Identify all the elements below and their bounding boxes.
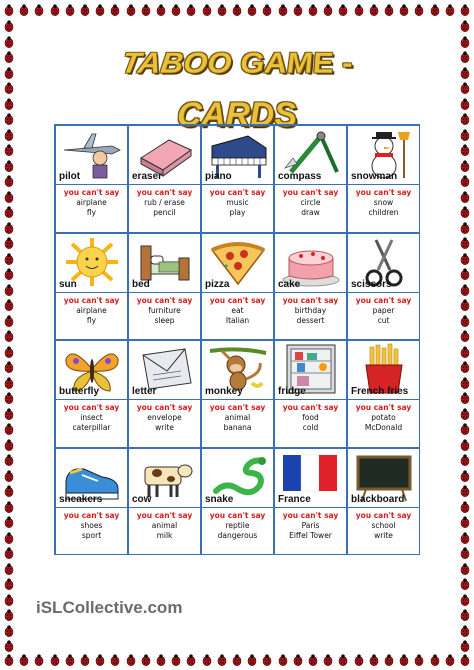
- card-word: France: [278, 493, 311, 505]
- card-taboo-list: [129, 292, 200, 340]
- ladybug-icon: [247, 654, 257, 666]
- taboo-word: children: [368, 208, 399, 217]
- taboo-word: reptile: [225, 520, 250, 530]
- card-picture: [56, 449, 127, 507]
- ladybug-icon: [4, 315, 14, 327]
- cant-say-label: you can't say: [355, 403, 412, 412]
- ladybug-icon: [4, 129, 14, 141]
- card-word: compass: [278, 171, 322, 182]
- ladybug-icon: [460, 516, 470, 528]
- card-taboo-list: [56, 292, 127, 340]
- taboo-word: animal: [151, 520, 178, 530]
- taboo-card: [274, 340, 347, 448]
- card-taboo-list: [348, 184, 419, 232]
- card-picture: [56, 126, 127, 184]
- ladybug-icon: [141, 4, 151, 16]
- card-word: sun: [59, 278, 77, 290]
- taboo-word: McDonald: [364, 423, 403, 432]
- cant-say-label: you can't say: [63, 403, 120, 412]
- ladybug-icon: [4, 82, 14, 94]
- card-word: eraser: [132, 171, 163, 182]
- card-taboo-list: [275, 292, 346, 340]
- ladybug-icon: [414, 4, 424, 16]
- ladybug-icon: [4, 222, 14, 234]
- ladybug-icon: [4, 20, 14, 32]
- ladybug-icon: [354, 4, 364, 16]
- ladybug-icon: [50, 654, 60, 666]
- card-picture: [56, 234, 127, 292]
- ladybug-icon: [186, 654, 196, 666]
- card-picture: [129, 449, 200, 507]
- ladybug-icon: [4, 392, 14, 404]
- ladybug-icon: [110, 654, 120, 666]
- taboo-word: dangerous: [217, 530, 258, 540]
- taboo-word: write: [374, 530, 393, 540]
- ladybug-icon: [460, 609, 470, 621]
- ladybug-icon: [384, 4, 394, 16]
- card-word: piano: [205, 171, 232, 182]
- taboo-word: banana: [223, 423, 252, 432]
- cant-say-label: you can't say: [209, 295, 266, 305]
- ladybug-icon: [4, 330, 14, 342]
- ladybug-icon: [4, 470, 14, 482]
- ladybug-icon: [323, 654, 333, 666]
- taboo-card: [274, 125, 347, 233]
- ladybug-icon: [460, 284, 470, 296]
- ladybug-icon: [95, 654, 105, 666]
- card-picture: [129, 234, 200, 292]
- card-taboo-list: [202, 399, 273, 447]
- taboo-word: snow: [373, 198, 394, 207]
- taboo-word: pencil: [153, 208, 176, 217]
- card-taboo-list: [129, 507, 200, 555]
- taboo-card: [201, 233, 274, 341]
- taboo-word: paper: [372, 305, 395, 315]
- ladybug-icon: [460, 485, 470, 497]
- ladybug-icon: [308, 654, 318, 666]
- ladybug-icon: [430, 654, 440, 666]
- cant-say-label: you can't say: [63, 295, 120, 305]
- cant-say-label: you can't say: [136, 188, 193, 197]
- taboo-word: envelope: [147, 413, 182, 422]
- ladybug-icon: [202, 654, 212, 666]
- taboo-word: dessert: [296, 315, 325, 325]
- ladybug-icon: [460, 206, 470, 218]
- card-word: letter: [132, 386, 157, 397]
- taboo-word: Eiffel Tower: [289, 530, 332, 540]
- ladybug-icon: [460, 654, 470, 666]
- card-taboo-list: [202, 507, 273, 555]
- card-taboo-list: [56, 507, 127, 555]
- taboo-card: [55, 125, 128, 233]
- page-title: TABOO GAME - CARDS: [118, 46, 356, 135]
- ladybug-icon: [4, 144, 14, 156]
- ladybug-icon: [460, 268, 470, 280]
- cant-say-label: you can't say: [282, 510, 339, 520]
- ladybug-icon: [460, 299, 470, 311]
- taboo-word: music: [226, 198, 249, 207]
- card-taboo-list: [348, 507, 419, 555]
- card-taboo-list: [275, 399, 346, 447]
- ladybug-icon: [80, 4, 90, 16]
- ladybug-icon: [460, 67, 470, 79]
- card-taboo-list: [129, 184, 200, 232]
- ladybug-icon: [4, 191, 14, 203]
- card-taboo-list: [202, 292, 273, 340]
- ladybug-icon: [126, 654, 136, 666]
- cant-say-label: you can't say: [209, 188, 266, 197]
- card-word: cake: [278, 278, 301, 290]
- ladybug-icon: [460, 4, 470, 16]
- taboo-card: [128, 340, 201, 448]
- ladybug-icon: [4, 485, 14, 497]
- taboo-card: [55, 448, 128, 556]
- taboo-word: fly: [86, 315, 97, 325]
- card-word: sneakers: [59, 493, 103, 505]
- ladybug-icon: [156, 4, 166, 16]
- taboo-word: Paris: [301, 520, 320, 530]
- ladybug-icon: [460, 253, 470, 265]
- cant-say-label: you can't say: [355, 510, 412, 520]
- card-taboo-list: [56, 184, 127, 232]
- ladybug-icon: [460, 423, 470, 435]
- ladybug-icon: [4, 67, 14, 79]
- ladybug-icon: [232, 4, 242, 16]
- ladybug-icon: [4, 98, 14, 110]
- ladybug-icon: [460, 346, 470, 358]
- ladybug-icon: [460, 470, 470, 482]
- cant-say-label: you can't say: [136, 403, 193, 412]
- card-word: butterfly: [59, 386, 99, 397]
- ladybug-icon: [232, 654, 242, 666]
- taboo-card: [347, 340, 420, 448]
- taboo-word: fly: [86, 208, 97, 217]
- ladybug-icon: [80, 654, 90, 666]
- card-taboo-list: [275, 507, 346, 555]
- cant-say-label: you can't say: [136, 510, 193, 520]
- taboo-word: rub / erase: [144, 198, 185, 207]
- ladybug-icon: [4, 51, 14, 63]
- cant-say-label: you can't say: [355, 295, 412, 305]
- ladybug-icon: [460, 51, 470, 63]
- card-taboo-list: [129, 399, 200, 447]
- ladybug-icon: [34, 654, 44, 666]
- ladybug-icon: [4, 299, 14, 311]
- card-taboo-list: [348, 292, 419, 340]
- card-grid: [54, 124, 420, 555]
- ladybug-icon: [445, 654, 455, 666]
- taboo-card: [128, 125, 201, 233]
- card-picture: [348, 341, 419, 399]
- ladybug-icon: [4, 36, 14, 48]
- taboo-card: [274, 448, 347, 556]
- ladybug-icon: [34, 4, 44, 16]
- taboo-word: school: [371, 520, 396, 530]
- ladybug-icon: [110, 4, 120, 16]
- taboo-card: [201, 340, 274, 448]
- taboo-card: [347, 233, 420, 341]
- ladybug-icon: [460, 330, 470, 342]
- taboo-word: cold: [302, 423, 319, 432]
- ladybug-icon: [460, 578, 470, 590]
- taboo-card: [347, 125, 420, 233]
- ladybug-icon: [202, 4, 212, 16]
- ladybug-icon: [19, 4, 29, 16]
- ladybug-icon: [171, 4, 181, 16]
- taboo-word: potato: [371, 413, 396, 422]
- ladybug-icon: [171, 654, 181, 666]
- ladybug-icon: [460, 640, 470, 652]
- card-word: scissors: [351, 278, 392, 290]
- taboo-word: cut: [377, 315, 390, 325]
- ladybug-icon: [4, 408, 14, 420]
- ladybug-icon: [50, 4, 60, 16]
- taboo-word: food: [302, 413, 319, 422]
- ladybug-icon: [354, 654, 364, 666]
- ladybug-icon: [4, 4, 14, 16]
- ladybug-icon: [460, 377, 470, 389]
- ladybug-icon: [262, 654, 272, 666]
- ladybug-icon: [414, 654, 424, 666]
- taboo-word: caterpillar: [72, 423, 111, 432]
- card-picture: [202, 341, 273, 399]
- ladybug-icon: [4, 346, 14, 358]
- card-picture: [348, 126, 419, 184]
- cant-say-label: you can't say: [282, 295, 339, 305]
- taboo-word: eat: [231, 305, 244, 315]
- card-picture: [56, 341, 127, 399]
- taboo-card: [347, 448, 420, 556]
- ladybug-icon: [4, 423, 14, 435]
- taboo-card: [201, 448, 274, 556]
- card-picture: [275, 341, 346, 399]
- ladybug-icon: [126, 4, 136, 16]
- ladybug-icon: [262, 4, 272, 16]
- ladybug-icon: [4, 160, 14, 172]
- cant-say-label: you can't say: [63, 188, 120, 197]
- ladybug-icon: [65, 4, 75, 16]
- ladybug-icon: [4, 654, 14, 666]
- ladybug-icon: [293, 4, 303, 16]
- taboo-word: insect: [80, 413, 103, 422]
- taboo-card: [55, 340, 128, 448]
- cant-say-label: you can't say: [282, 403, 339, 412]
- ladybug-icon: [4, 377, 14, 389]
- taboo-word: write: [155, 423, 174, 432]
- taboo-word: draw: [301, 208, 320, 217]
- card-picture: [348, 449, 419, 507]
- ladybug-icon: [460, 547, 470, 559]
- ladybug-icon: [369, 4, 379, 16]
- card-picture: [129, 341, 200, 399]
- ladybug-icon: [460, 222, 470, 234]
- taboo-card: [128, 448, 201, 556]
- ladybug-icon: [399, 654, 409, 666]
- ladybug-icon: [4, 175, 14, 187]
- card-picture: [275, 449, 346, 507]
- ladybug-icon: [4, 563, 14, 575]
- cant-say-label: you can't say: [282, 188, 339, 197]
- taboo-word: airplane: [76, 198, 107, 207]
- ladybug-icon: [4, 253, 14, 265]
- taboo-card: [201, 125, 274, 233]
- cant-say-label: you can't say: [63, 510, 120, 520]
- ladybug-icon: [460, 532, 470, 544]
- ladybug-icon: [338, 654, 348, 666]
- ladybug-icon: [460, 160, 470, 172]
- ladybug-icon: [217, 654, 227, 666]
- ladybug-icon: [460, 408, 470, 420]
- ladybug-icon: [369, 654, 379, 666]
- card-word: blackboard: [351, 493, 405, 505]
- ladybug-icon: [95, 4, 105, 16]
- card-word: cow: [132, 493, 152, 505]
- ladybug-icon: [460, 129, 470, 141]
- card-picture: [348, 234, 419, 292]
- taboo-word: Italian: [225, 315, 250, 325]
- ladybug-icon: [4, 237, 14, 249]
- taboo-word: sport: [81, 530, 102, 540]
- card-word: fridge: [278, 386, 306, 397]
- ladybug-icon: [4, 268, 14, 280]
- ladybug-icon: [4, 532, 14, 544]
- card-taboo-list: [56, 399, 127, 447]
- ladybug-icon: [323, 4, 333, 16]
- ladybug-icon: [4, 625, 14, 637]
- card-picture: [275, 234, 346, 292]
- card-taboo-list: [348, 399, 419, 447]
- ladybug-icon: [460, 392, 470, 404]
- ladybug-icon: [156, 654, 166, 666]
- taboo-word: sleep: [154, 315, 175, 325]
- taboo-word: play: [229, 208, 246, 217]
- taboo-word: milk: [156, 530, 173, 540]
- card-picture: [202, 126, 273, 184]
- ladybug-icon: [460, 20, 470, 32]
- ladybug-icon: [4, 516, 14, 528]
- ladybug-icon: [217, 4, 227, 16]
- ladybug-icon: [19, 654, 29, 666]
- ladybug-icon: [4, 640, 14, 652]
- card-picture: [202, 449, 273, 507]
- taboo-card: [55, 233, 128, 341]
- ladybug-icon: [460, 237, 470, 249]
- ladybug-icon: [4, 454, 14, 466]
- ladybug-icon: [460, 361, 470, 373]
- ladybug-icon: [4, 609, 14, 621]
- ladybug-icon: [460, 563, 470, 575]
- ladybug-icon: [460, 191, 470, 203]
- ladybug-icon: [4, 113, 14, 125]
- ladybug-icon: [430, 4, 440, 16]
- taboo-word: birthday: [294, 305, 327, 315]
- ladybug-icon: [460, 315, 470, 327]
- ladybug-icon: [65, 654, 75, 666]
- taboo-word: animal: [224, 413, 251, 422]
- ladybug-icon: [4, 284, 14, 296]
- taboo-card: [274, 233, 347, 341]
- ladybug-icon: [4, 206, 14, 218]
- cant-say-label: you can't say: [136, 295, 193, 305]
- ladybug-icon: [445, 4, 455, 16]
- taboo-word: airplane: [76, 305, 107, 315]
- ladybug-icon: [278, 654, 288, 666]
- ladybug-icon: [4, 547, 14, 559]
- ladybug-icon: [460, 82, 470, 94]
- card-taboo-list: [275, 184, 346, 232]
- ladybug-icon: [399, 4, 409, 16]
- ladybug-icon: [4, 439, 14, 451]
- taboo-card: [128, 233, 201, 341]
- ladybug-icon: [4, 501, 14, 513]
- ladybug-icon: [460, 36, 470, 48]
- taboo-word: shoes: [80, 520, 103, 530]
- ladybug-icon: [293, 654, 303, 666]
- cant-say-label: you can't say: [209, 510, 266, 520]
- ladybug-icon: [308, 4, 318, 16]
- card-word: snowman: [351, 171, 398, 182]
- ladybug-icon: [247, 4, 257, 16]
- ladybug-icon: [460, 594, 470, 606]
- cant-say-label: you can't say: [355, 188, 412, 197]
- ladybug-icon: [460, 454, 470, 466]
- taboo-word: furniture: [148, 305, 181, 315]
- ladybug-icon: [4, 594, 14, 606]
- ladybug-icon: [460, 439, 470, 451]
- taboo-word: circle: [300, 198, 321, 207]
- ladybug-icon: [141, 654, 151, 666]
- card-picture: [202, 234, 273, 292]
- ladybug-icon: [384, 654, 394, 666]
- cant-say-label: you can't say: [209, 403, 266, 412]
- ladybug-icon: [460, 144, 470, 156]
- ladybug-icon: [460, 501, 470, 513]
- card-picture: [275, 126, 346, 184]
- ladybug-icon: [338, 4, 348, 16]
- ladybug-icon: [4, 578, 14, 590]
- card-picture: [129, 126, 200, 184]
- ladybug-icon: [186, 4, 196, 16]
- ladybug-icon: [460, 175, 470, 187]
- ladybug-icon: [460, 113, 470, 125]
- ladybug-icon: [4, 361, 14, 373]
- ladybug-icon: [460, 625, 470, 637]
- card-word: monkey: [205, 386, 243, 397]
- card-word: French fries: [351, 386, 409, 397]
- footer-watermark: iSLCollective.com: [36, 598, 183, 617]
- card-word: pizza: [205, 278, 230, 290]
- ladybug-icon: [278, 4, 288, 16]
- card-word: bed: [132, 278, 150, 290]
- card-taboo-list: [202, 184, 273, 232]
- card-word: pilot: [59, 171, 81, 182]
- ladybug-icon: [460, 98, 470, 110]
- card-word: snake: [205, 493, 234, 505]
